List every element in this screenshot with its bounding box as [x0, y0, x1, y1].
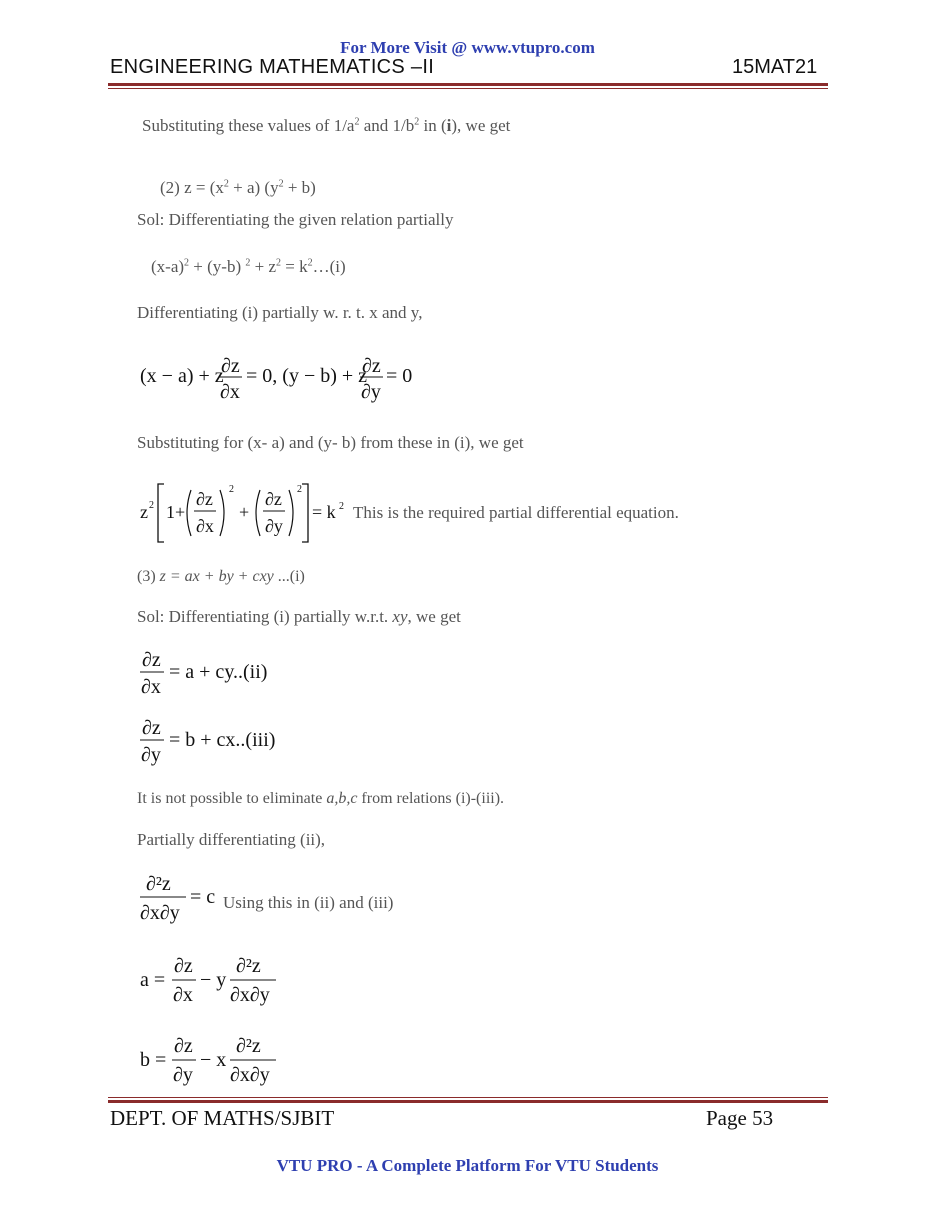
subject-title: ENGINEERING MATHEMATICS –II [110, 56, 435, 78]
problem-3-statement: (3) z = ax + by + cxy ...(i) [137, 568, 305, 585]
svg-text:∂z: ∂z [221, 355, 240, 377]
svg-text:∂x∂y: ∂x∂y [230, 1064, 270, 1086]
svg-text:∂y: ∂y [265, 516, 283, 536]
svg-text:∂y: ∂y [361, 381, 381, 403]
svg-text:= c: = c [190, 886, 216, 908]
svg-text:∂z: ∂z [362, 355, 381, 377]
svg-text:∂²z: ∂²z [236, 1035, 261, 1057]
svg-text:− y: − y [200, 969, 227, 991]
svg-text:(x − a) + z: (x − a) + z [140, 365, 224, 387]
problem-2-statement: (2) $z = (x^2 + a) (y^2 + b)$ [160, 178, 316, 197]
header-rule-thin [108, 88, 828, 89]
using-this-caption: Using this in (ii) and (iii) [223, 893, 394, 912]
svg-text:2: 2 [149, 500, 154, 511]
solution-1-line: Sol: Differentiating the given relation partially [137, 210, 454, 229]
svg-text:= 0: = 0 [386, 365, 413, 387]
svg-text:∂z: ∂z [142, 649, 161, 671]
relation-i: $(x-a)^2 + (y-b) ^2 + z^2$ = $k^2\dots(i)$ [151, 257, 346, 276]
svg-text:2: 2 [229, 484, 234, 495]
equation-b [136, 1030, 296, 1088]
svg-text:1+: 1+ [166, 502, 186, 522]
svg-text:+: + [239, 502, 250, 522]
svg-text:= a + cy..(ii): = a + cy..(ii) [169, 661, 268, 683]
svg-text:∂z: ∂z [174, 1035, 193, 1057]
svg-text:∂²z: ∂²z [146, 873, 171, 895]
platform-banner: VTU PRO - A Complete Platform For VTU Students [276, 1156, 659, 1175]
svg-text:a =: a = [140, 969, 166, 991]
svg-text:∂x: ∂x [173, 984, 193, 1006]
svg-text:∂x: ∂x [196, 516, 214, 536]
svg-text:= b + cx..(iii): = b + cx..(iii) [169, 729, 276, 751]
svg-text:∂z: ∂z [142, 717, 161, 739]
svg-text:b =: b = [140, 1049, 167, 1071]
required-pde-caption: This is the required partial differential equation. [353, 503, 679, 522]
svg-text:− x: − x [200, 1049, 227, 1071]
equation-iii [136, 712, 316, 768]
page-number: Page 53 [706, 1106, 774, 1130]
solution-2-line: Sol: Differentiating (i) partially w.r.t. xy, we get [137, 607, 461, 626]
department-label: DEPT. OF MATHS/SJBIT [110, 1106, 335, 1130]
svg-text:∂x∂y: ∂x∂y [140, 902, 180, 924]
svg-text:∂z: ∂z [265, 489, 282, 509]
visit-banner: For More Visit @ www.vtupro.com [340, 38, 595, 57]
svg-text:2: 2 [297, 484, 302, 495]
second-derivative-equation [136, 868, 226, 926]
differentiating-wrt-x-y: Differentiating (i) partially w. r. t. x and y, [137, 303, 423, 322]
svg-text:∂x∂y: ∂x∂y [230, 984, 270, 1006]
svg-text:∂z: ∂z [196, 489, 213, 509]
equation-a [136, 950, 296, 1008]
svg-text:∂y: ∂y [141, 744, 161, 766]
svg-text:∂x: ∂x [141, 676, 161, 698]
svg-text:∂x: ∂x [220, 381, 240, 403]
svg-text:= 0, (y − b) + z: = 0, (y − b) + z [246, 365, 368, 387]
not-possible-line: It is not possible to eliminate a,b,c from relations (i)-(iii). [137, 790, 505, 807]
svg-text:= k: = k [312, 502, 336, 522]
footer-rule-thin [108, 1097, 828, 1098]
header-rule-thick [108, 83, 828, 86]
svg-text:∂y: ∂y [173, 1064, 193, 1086]
partial-derivative-equations [136, 346, 436, 406]
svg-text:2: 2 [339, 501, 344, 512]
required-pde-equation [136, 478, 356, 548]
svg-text:∂z: ∂z [174, 955, 193, 977]
equation-ii [136, 644, 316, 700]
footer-rule-thick [108, 1100, 828, 1103]
svg-text:z: z [140, 502, 148, 522]
svg-text:∂²z: ∂²z [236, 955, 261, 977]
substituting-values-line: Substituting these values of $1/a^2$ and $1/b^2$ in (i), we get [142, 116, 511, 135]
partially-differentiating-line: Partially differentiating (ii), [137, 830, 326, 849]
subject-code: 15MAT21 [732, 56, 818, 78]
substituting-for-line: Substituting for (x- a) and (y- b) from these in (i), we get [137, 433, 524, 452]
